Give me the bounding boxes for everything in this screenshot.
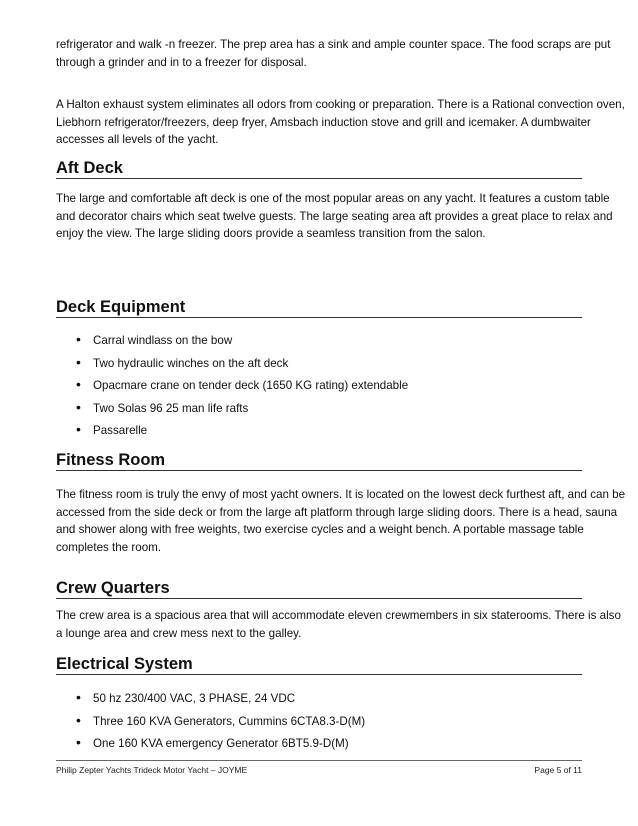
electrical-list	[56, 690, 616, 758]
deck-equipment-list	[56, 332, 616, 445]
list-item: • Passarelle	[56, 422, 616, 445]
footer-document-title: Philip Zepter Yachts Trideck Motor Yacht – JOYME	[56, 765, 248, 775]
heading-aft-deck: Aft Deck	[56, 158, 582, 179]
aft-deck-paragraph: The large and comfortable aft deck is one of the most popular areas on any yacht. It features a custom table and decorator chairs which seat twelve guests. The large seating area aft provides a great place to relax and enjoy the view. The large sliding doors provide a seamless transition from the salon.	[56, 192, 613, 240]
galley-equipment-paragraph: A Halton exhaust system eliminates all odors from cooking or preparation. There is a Rational convection oven, Liebhorn refrigerator/freezers, deep fryer, Amsbach induction stove and grill and icemaker. A dumbwaiter accesses all levels of the yacht.	[56, 98, 625, 146]
list-item: • Two hydraulic winches on the aft deck	[56, 355, 616, 378]
list-item: • Carral windlass on the bow	[56, 332, 616, 355]
footer-page-number: Page 5 of 11	[534, 765, 582, 775]
list-item: • 50 hz 230/400 VAC, 3 PHASE, 24 VDC	[56, 690, 616, 713]
list-item: • Two Solas 96 25 man life rafts	[56, 400, 616, 423]
heading-fitness-room: Fitness Room	[56, 450, 582, 471]
fitness-room-paragraph: The fitness room is truly the envy of most yacht owners. It is located on the lowest deck furthest aft, and can be accessed from the side deck or from the large aft platform through large sliding doors. There is a head, sauna and shower along with free weights, two exercise cycles and a weight bench. A portable massage table completes the room.	[56, 488, 626, 554]
galley-continued-paragraph: refrigerator and walk -n freezer. The prep area has a sink and ample counter space. The food scraps are put through a grinder and in to a freezer for disposal.	[56, 38, 611, 69]
list-item: • Three 160 KVA Generators, Cummins 6CTA8.3-D(M)	[56, 713, 616, 736]
list-item: • One 160 KVA emergency Generator 6BT5.9-D(M)	[56, 735, 616, 758]
heading-deck-equipment: Deck Equipment	[56, 297, 582, 318]
footer-divider	[56, 760, 582, 761]
list-item: • Opacmare crane on tender deck (1650 KG rating) extendable	[56, 377, 616, 400]
heading-electrical-system: Electrical System	[56, 654, 582, 675]
heading-crew-quarters: Crew Quarters	[56, 578, 582, 599]
crew-quarters-paragraph: The crew area is a spacious area that will accommodate eleven crewmembers in six staterooms. There is also a lounge area and crew mess next to the galley.	[56, 609, 621, 640]
